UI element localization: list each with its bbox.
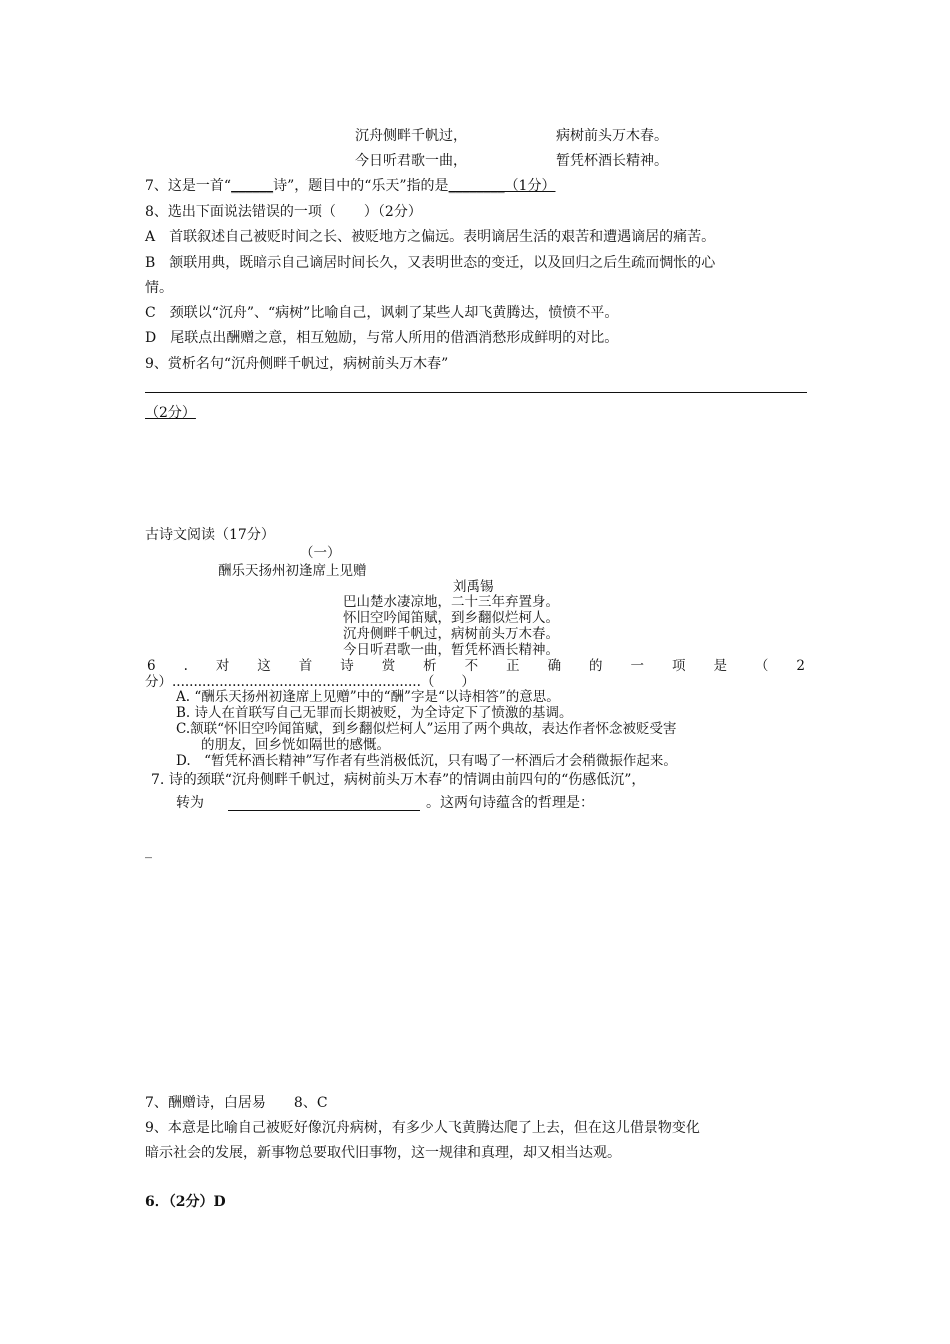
question-6-option-c-line2: 的朋友，回乡恍如隔世的感慨。 <box>201 737 390 753</box>
answer-line <box>145 392 807 393</box>
q6-char: 2 <box>796 658 805 674</box>
q6-char: 一 <box>630 658 645 674</box>
poem-line: 沉舟侧畔千帆过，病树前头万木春。 <box>343 626 559 642</box>
question-8-option-d: D 尾联点出酬赠之意，相互勉励，与常人所用的借酒消愁形成鲜明的对比。 <box>145 330 619 346</box>
top-poem-line1-right: 病树前头万木春。 <box>556 128 668 144</box>
question-8-stem: 8、选出下面说法错误的一项（ ）（2分） <box>145 204 422 220</box>
question-7b-line2-suffix: 。这两句诗蕴含的哲理是： <box>426 795 594 811</box>
poem-author: 刘禹锡 <box>453 579 494 595</box>
stray-dash: _ <box>145 843 152 859</box>
q6-char: 6 <box>147 658 156 674</box>
q6-char: 这 <box>257 658 271 674</box>
top-poem-line1-left: 沉舟侧畔千帆过， <box>355 128 467 144</box>
q6-char: （ <box>754 658 769 674</box>
q6-char: 是 <box>713 658 727 674</box>
answer-6: 6．（2分）D <box>145 1194 226 1210</box>
question-6-stem <box>147 658 805 674</box>
question-6-option-b: B. 诗人在首联写自己无罪而长期被贬，为全诗定下了愤激的基调。 <box>176 705 573 721</box>
q6-char: 正 <box>506 658 520 674</box>
question-8-option-b-line2: 情。 <box>145 280 173 296</box>
answer-blank <box>228 810 420 811</box>
poem-title: 酬乐天扬州初逢席上见赠 <box>218 563 367 579</box>
q6-char: 析 <box>423 658 437 674</box>
q6-char: 首 <box>298 658 313 674</box>
section-subheading: （一） <box>300 545 341 561</box>
q6-char: 对 <box>215 658 230 674</box>
question-8-option-b-line1: B 颔联用典，既暗示自己谪居时间长久，又表明世态的变迁，以及回归之后生疏而惆怅的心 <box>145 255 716 271</box>
question-7-blank-1: ______ <box>231 178 274 194</box>
question-9-stem: 9、赏析名句“沉舟侧畔千帆过，病树前头万木春” <box>145 356 449 372</box>
q6-char: 赏 <box>381 658 396 674</box>
q6-char: 确 <box>547 658 562 674</box>
poem-line: 今日听君歌一曲，暂凭杯酒长精神。 <box>343 642 559 658</box>
q6-char: 不 <box>464 658 479 674</box>
q6-char: . <box>183 658 188 674</box>
question-7-blank-2: ________（1分） <box>448 178 556 194</box>
question-7-prefix: 7、这是一首“ <box>145 178 232 194</box>
question-6-option-d: D. “暂凭杯酒长精神”写作者有些消极低沉，只有喝了一杯酒后才会稍微振作起来。 <box>176 753 677 769</box>
question-6-stem-line2: 分）..........................................................（ ） <box>145 674 475 690</box>
section-heading: 古诗文阅读（17分） <box>145 527 275 543</box>
top-poem-line2-left: 今日听君歌一曲， <box>355 153 467 169</box>
q6-char: 诗 <box>340 658 354 674</box>
q6-char: 的 <box>589 658 603 674</box>
answer-9-line1: 9、本意是比喻自己被贬好像沉舟病树，有多少人飞黄腾达爬了上去，但在这儿借景物变化 <box>145 1120 700 1136</box>
answer-7-8: 7、酬赠诗，白居易 8、C <box>145 1095 328 1111</box>
question-6-option-a: A. “酬乐天扬州初逢席上见赠”中的“酬”字是“以诗相答”的意思。 <box>176 689 560 705</box>
question-7b-line1: 7. 诗的颈联“沉舟侧畔千帆过，病树前头万木春”的情调由前四句的“伤感低沉”， <box>151 772 646 788</box>
question-7-mid: 诗”，题目中的“乐天”指的是 <box>273 178 449 194</box>
question-7b-line2-prefix: 转为 <box>176 795 204 811</box>
question-8-option-a: A 首联叙述自己被贬时间之长、被贬地方之偏远。表明谪居生活的艰苦和遭遇谪居的痛苦。 <box>145 229 716 245</box>
question-8-option-c: C 颈联以“沉舟”、“病树”比喻自己，讽刺了某些人却飞黄腾达，愤愤不平。 <box>145 305 619 321</box>
poem-line: 巴山楚水凄凉地，二十三年弃置身。 <box>343 594 559 610</box>
answer-9-line2: 暗示社会的发展，新事物总要取代旧事物，这一规律和真理，却又相当达观。 <box>145 1145 621 1161</box>
q6-char: 项 <box>671 658 686 674</box>
question-7 <box>145 178 555 195</box>
question-6-option-c-line1: C.颔联“怀旧空吟闻笛赋，到乡翻似烂柯人”运用了两个典故，表达作者怀念被贬受害 <box>176 721 677 737</box>
poem-line: 怀旧空吟闻笛赋，到乡翻似烂柯人。 <box>343 610 559 626</box>
question-9-score: （2分） <box>145 405 196 421</box>
top-poem-line2-right: 暂凭杯酒长精神。 <box>556 153 668 169</box>
